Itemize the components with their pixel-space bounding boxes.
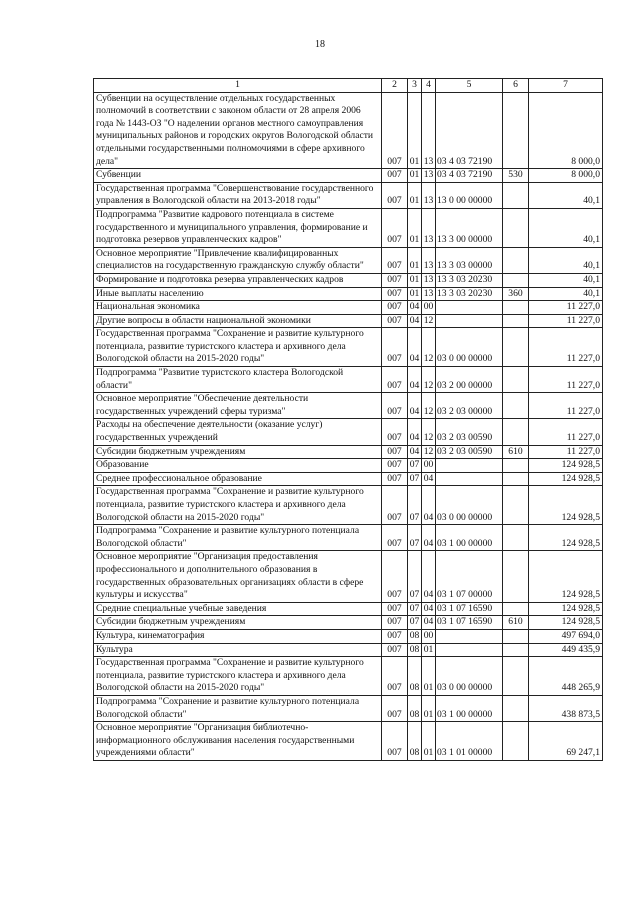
row-name: Государственная программа "Сохранение и развитие культурного потенциала, развитие туристского кластера и архивного дела Вологодской области на 2015-2020 годы": [94, 328, 382, 367]
row-section-code: 07: [408, 459, 422, 473]
row-target-code: 13 3 03 20230: [436, 287, 503, 301]
row-expense-type-code: [503, 419, 529, 445]
row-expense-type-code: [503, 643, 529, 657]
table-row: [94, 657, 603, 696]
row-gr-code: 007: [382, 273, 408, 287]
row-amount: 448 265,9: [529, 657, 603, 696]
row-amount: 40,1: [529, 182, 603, 208]
row-amount: 497 694,0: [529, 629, 603, 643]
row-amount: 449 435,9: [529, 643, 603, 657]
row-subsection-code: 13: [422, 247, 436, 273]
table-row: [94, 602, 603, 616]
table-row: [94, 551, 603, 602]
row-name: Среднее профессиональное образование: [94, 472, 382, 486]
table-row: [94, 472, 603, 486]
row-subsection-code: 12: [422, 393, 436, 419]
row-section-code: 01: [408, 247, 422, 273]
row-amount: 11 227,0: [529, 393, 603, 419]
row-target-code: 03 1 07 16590: [436, 602, 503, 616]
row-section-code: 08: [408, 695, 422, 721]
table-row: [94, 616, 603, 630]
row-target-code: 03 2 00 00000: [436, 367, 503, 393]
table-row: [94, 525, 603, 551]
row-section-code: 04: [408, 314, 422, 328]
table-row: [94, 445, 603, 459]
row-target-code: 03 2 03 00000: [436, 393, 503, 419]
row-expense-type-code: [503, 273, 529, 287]
row-amount: 8 000,0: [529, 169, 603, 183]
table-row: [94, 459, 603, 473]
row-amount: 11 227,0: [529, 419, 603, 445]
row-name: Расходы на обеспечение деятельности (оказание услуг) государственных учреждений: [94, 419, 382, 445]
row-gr-code: 007: [382, 367, 408, 393]
row-section-code: 07: [408, 616, 422, 630]
row-subsection-code: 13: [422, 92, 436, 169]
row-expense-type-code: [503, 367, 529, 393]
table-row: [94, 722, 603, 761]
table-row: [94, 419, 603, 445]
table-row: [94, 643, 603, 657]
row-expense-type-code: [503, 602, 529, 616]
table-row: [94, 393, 603, 419]
column-header: 6: [503, 79, 529, 93]
row-name: Субвенции на осуществление отдельных государственных полномочий в соответствии с законом области от 28 апреля 2006 года № 1443-ОЗ "О наделении органов местного самоуправления муниципальных районов и городских округов Вологодской области отдельными государственными полномочиями в сфере архивного дела": [94, 92, 382, 169]
row-target-code: 03 4 03 72190: [436, 169, 503, 183]
row-section-code: 04: [408, 301, 422, 315]
table-row: [94, 314, 603, 328]
row-target-code: 13 3 00 00000: [436, 208, 503, 247]
row-expense-type-code: [503, 629, 529, 643]
row-target-code: 03 1 07 16590: [436, 616, 503, 630]
table-header-row: [94, 79, 603, 93]
row-amount: 40,1: [529, 247, 603, 273]
row-subsection-code: 12: [422, 367, 436, 393]
row-name: Государственная программа "Совершенствование государственного управления в Вологодской области на 2013-2018 годы": [94, 182, 382, 208]
row-expense-type-code: [503, 92, 529, 169]
row-subsection-code: 01: [422, 722, 436, 761]
row-subsection-code: 12: [422, 314, 436, 328]
row-section-code: 01: [408, 273, 422, 287]
row-target-code: 13 3 03 20230: [436, 273, 503, 287]
row-expense-type-code: [503, 301, 529, 315]
row-target-code: [436, 643, 503, 657]
table-row: [94, 629, 603, 643]
row-target-code: [436, 301, 503, 315]
row-gr-code: 007: [382, 551, 408, 602]
row-expense-type-code: [503, 314, 529, 328]
row-target-code: [436, 314, 503, 328]
row-amount: 11 227,0: [529, 445, 603, 459]
row-amount: 11 227,0: [529, 314, 603, 328]
row-amount: 124 928,5: [529, 551, 603, 602]
row-amount: 438 873,5: [529, 695, 603, 721]
column-header: 7: [529, 79, 603, 93]
row-gr-code: 007: [382, 182, 408, 208]
row-expense-type-code: [503, 525, 529, 551]
row-target-code: 03 4 03 72190: [436, 92, 503, 169]
row-name: Средние специальные учебные заведения: [94, 602, 382, 616]
row-expense-type-code: [503, 486, 529, 525]
row-target-code: 03 2 03 00590: [436, 445, 503, 459]
row-subsection-code: 01: [422, 657, 436, 696]
row-name: Культура, кинематография: [94, 629, 382, 643]
row-amount: 40,1: [529, 208, 603, 247]
row-subsection-code: 04: [422, 616, 436, 630]
row-name: Основное мероприятие "Организация библиотечно-информационного обслуживания населения государственными учреждениями области": [94, 722, 382, 761]
row-subsection-code: 04: [422, 602, 436, 616]
row-gr-code: 007: [382, 722, 408, 761]
row-name: Субсидии бюджетным учреждениям: [94, 616, 382, 630]
row-name: Образование: [94, 459, 382, 473]
row-section-code: 04: [408, 419, 422, 445]
row-gr-code: 007: [382, 629, 408, 643]
row-target-code: 03 1 00 00000: [436, 695, 503, 721]
row-gr-code: 007: [382, 314, 408, 328]
row-name: Подпрограмма "Развитие кадрового потенциала в системе государственного и муниципального управления, формирование и подготовка резервов управленческих кадров": [94, 208, 382, 247]
row-name: Основное мероприятие "Организация предоставления профессионального и дополнительного образования в государственных образовательных организациях области в сфере культуры и искусства": [94, 551, 382, 602]
row-amount: 69 247,1: [529, 722, 603, 761]
row-gr-code: 007: [382, 695, 408, 721]
row-name: Субвенции: [94, 169, 382, 183]
row-subsection-code: 04: [422, 486, 436, 525]
row-section-code: 04: [408, 393, 422, 419]
row-amount: 11 227,0: [529, 367, 603, 393]
row-target-code: [436, 629, 503, 643]
row-section-code: 04: [408, 367, 422, 393]
row-name: Иные выплаты населению: [94, 287, 382, 301]
table-row: [94, 328, 603, 367]
row-gr-code: 007: [382, 208, 408, 247]
row-gr-code: 007: [382, 486, 408, 525]
row-expense-type-code: [503, 459, 529, 473]
row-target-code: 13 0 00 00000: [436, 182, 503, 208]
row-section-code: 01: [408, 169, 422, 183]
row-amount: 8 000,0: [529, 92, 603, 169]
row-target-code: 13 3 03 00000: [436, 247, 503, 273]
row-name: Подпрограмма "Сохранение и развитие культурного потенциала Вологодской области": [94, 695, 382, 721]
row-subsection-code: 04: [422, 472, 436, 486]
row-amount: 124 928,5: [529, 525, 603, 551]
row-gr-code: 007: [382, 472, 408, 486]
row-subsection-code: 13: [422, 208, 436, 247]
table-row: [94, 486, 603, 525]
row-subsection-code: 00: [422, 629, 436, 643]
row-subsection-code: 12: [422, 328, 436, 367]
row-gr-code: 007: [382, 247, 408, 273]
row-section-code: 01: [408, 287, 422, 301]
column-header: 2: [382, 79, 408, 93]
row-gr-code: 007: [382, 602, 408, 616]
row-name: Культура: [94, 643, 382, 657]
row-name: Государственная программа "Сохранение и развитие культурного потенциала, развитие туристского кластера и архивного дела Вологодской области на 2015-2020 годы": [94, 486, 382, 525]
column-header: 4: [422, 79, 436, 93]
row-name: Подпрограмма "Сохранение и развитие культурного потенциала Вологодской области": [94, 525, 382, 551]
row-expense-type-code: [503, 695, 529, 721]
row-gr-code: 007: [382, 459, 408, 473]
row-target-code: 03 1 00 00000: [436, 525, 503, 551]
row-expense-type-code: [503, 722, 529, 761]
row-expense-type-code: [503, 472, 529, 486]
table-row: [94, 182, 603, 208]
row-subsection-code: 04: [422, 525, 436, 551]
row-gr-code: 007: [382, 393, 408, 419]
row-subsection-code: 13: [422, 169, 436, 183]
row-target-code: 03 0 00 00000: [436, 328, 503, 367]
row-target-code: 03 0 00 00000: [436, 657, 503, 696]
table-row: [94, 247, 603, 273]
row-target-code: [436, 472, 503, 486]
row-amount: 124 928,5: [529, 602, 603, 616]
row-subsection-code: 12: [422, 419, 436, 445]
row-section-code: 01: [408, 208, 422, 247]
row-subsection-code: 01: [422, 643, 436, 657]
row-section-code: 07: [408, 525, 422, 551]
column-header: 1: [94, 79, 382, 93]
row-section-code: 08: [408, 629, 422, 643]
row-name: Основное мероприятие "Обеспечение деятельности государственных учреждений сферы туризма": [94, 393, 382, 419]
row-gr-code: 007: [382, 525, 408, 551]
row-subsection-code: 13: [422, 287, 436, 301]
row-expense-type-code: 530: [503, 169, 529, 183]
row-subsection-code: 00: [422, 459, 436, 473]
row-subsection-code: 13: [422, 182, 436, 208]
row-section-code: 07: [408, 472, 422, 486]
row-section-code: 07: [408, 486, 422, 525]
row-amount: 11 227,0: [529, 328, 603, 367]
row-gr-code: 007: [382, 328, 408, 367]
row-section-code: 07: [408, 551, 422, 602]
row-expense-type-code: [503, 551, 529, 602]
table-row: [94, 208, 603, 247]
row-amount: 124 928,5: [529, 616, 603, 630]
row-section-code: 08: [408, 643, 422, 657]
table-row: [94, 92, 603, 169]
row-gr-code: 007: [382, 616, 408, 630]
row-name: Формирование и подготовка резерва управленческих кадров: [94, 273, 382, 287]
row-gr-code: 007: [382, 92, 408, 169]
row-subsection-code: 00: [422, 301, 436, 315]
row-amount: 124 928,5: [529, 472, 603, 486]
row-subsection-code: 12: [422, 445, 436, 459]
row-expense-type-code: [503, 182, 529, 208]
row-name: Государственная программа "Сохранение и развитие культурного потенциала, развитие туристского кластера и архивного дела Вологодской области на 2015-2020 годы": [94, 657, 382, 696]
row-amount: 124 928,5: [529, 459, 603, 473]
row-section-code: 04: [408, 328, 422, 367]
row-name: Другие вопросы в области национальной экономики: [94, 314, 382, 328]
row-gr-code: 007: [382, 287, 408, 301]
table-row: [94, 273, 603, 287]
row-gr-code: 007: [382, 445, 408, 459]
row-target-code: 03 1 07 00000: [436, 551, 503, 602]
row-expense-type-code: [503, 247, 529, 273]
table-row: [94, 367, 603, 393]
column-header: 3: [408, 79, 422, 93]
row-section-code: 01: [408, 92, 422, 169]
row-section-code: 01: [408, 182, 422, 208]
row-amount: 124 928,5: [529, 486, 603, 525]
row-expense-type-code: [503, 393, 529, 419]
row-section-code: 08: [408, 722, 422, 761]
row-amount: 40,1: [529, 287, 603, 301]
row-amount: 11 227,0: [529, 301, 603, 315]
row-name: Субсидии бюджетным учреждениям: [94, 445, 382, 459]
row-name: Подпрограмма "Развитие туристского кластера Вологодской области": [94, 367, 382, 393]
row-amount: 40,1: [529, 273, 603, 287]
row-target-code: 03 0 00 00000: [436, 486, 503, 525]
row-gr-code: 007: [382, 419, 408, 445]
row-expense-type-code: [503, 208, 529, 247]
row-gr-code: 007: [382, 657, 408, 696]
row-target-code: 03 1 01 00000: [436, 722, 503, 761]
row-expense-type-code: [503, 328, 529, 367]
row-subsection-code: 04: [422, 551, 436, 602]
column-header: 5: [436, 79, 503, 93]
row-name: Национальная экономика: [94, 301, 382, 315]
page-number: 18: [315, 39, 325, 50]
row-target-code: [436, 459, 503, 473]
row-name: Основное мероприятие "Привлечение квалифицированных специалистов на государственную гражданскую службу области": [94, 247, 382, 273]
table-row: [94, 301, 603, 315]
row-target-code: 03 2 03 00590: [436, 419, 503, 445]
row-section-code: 04: [408, 445, 422, 459]
row-expense-type-code: 610: [503, 445, 529, 459]
table-row: [94, 169, 603, 183]
row-expense-type-code: 610: [503, 616, 529, 630]
row-expense-type-code: 360: [503, 287, 529, 301]
row-expense-type-code: [503, 657, 529, 696]
row-section-code: 07: [408, 602, 422, 616]
budget-table: [93, 78, 603, 761]
table-row: [94, 695, 603, 721]
row-subsection-code: 13: [422, 273, 436, 287]
row-gr-code: 007: [382, 169, 408, 183]
row-gr-code: 007: [382, 301, 408, 315]
row-gr-code: 007: [382, 643, 408, 657]
row-subsection-code: 01: [422, 695, 436, 721]
table-row: [94, 287, 603, 301]
row-section-code: 08: [408, 657, 422, 696]
